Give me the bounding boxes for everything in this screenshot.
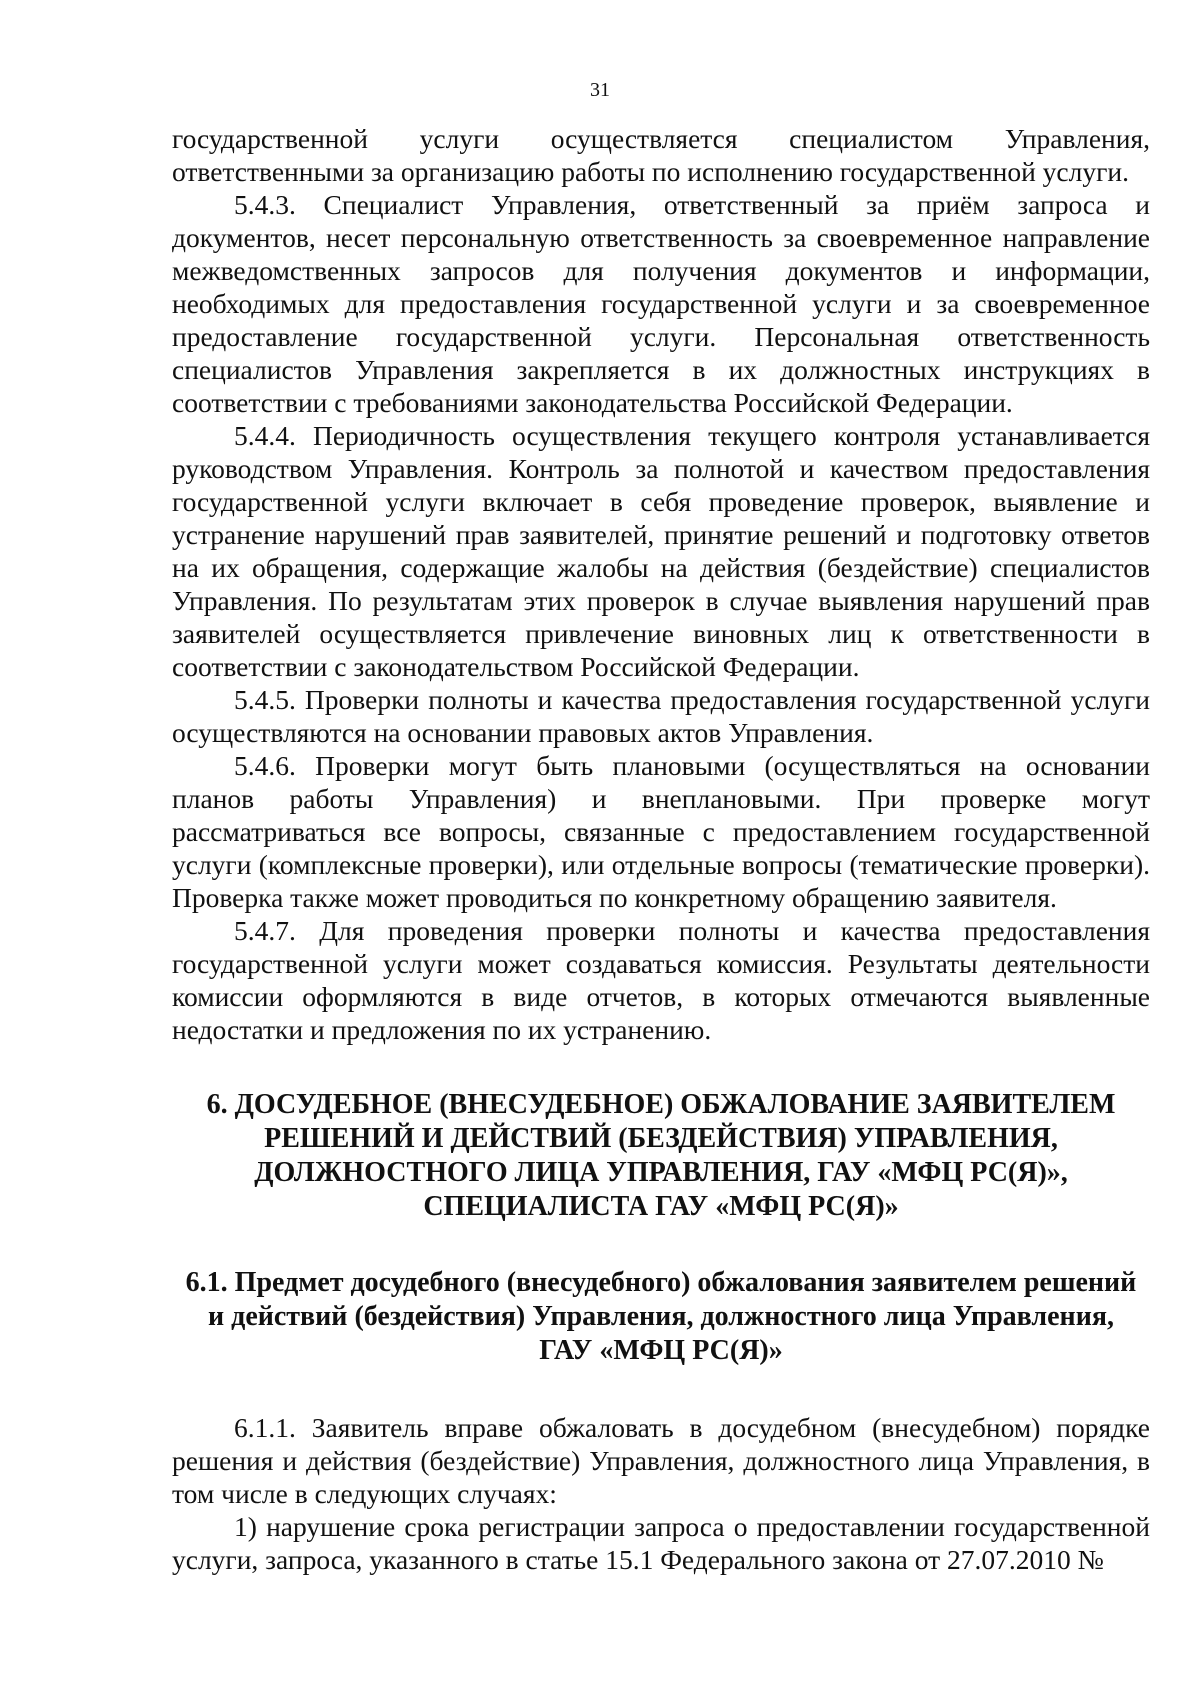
document-body <box>172 122 1150 1576</box>
page-number: 31 <box>590 79 610 101</box>
paragraph-5-4-3: 5.4.3. Специалист Управления, ответственный за приём запроса и документов, несет персональную ответственность за своевременное направление межведомственных запросов для получения документов и информации, необходимых для предоставления государственной услуги и за своевременное предоставление государственной услуги. Персональная ответственность специалистов Управления закрепляется в их должностных инструкциях в соответствии с требованиями законодательства Российской Федерации. <box>172 189 1150 418</box>
subsection-heading-line: 6.1. Предмет досудебного (внесудебного) обжалования заявителем решений <box>185 1267 1137 1298</box>
paragraph-5-4-4: 5.4.4. Периодичность осуществления текущего контроля устанавливается руководством Управления. Контроль за полнотой и качеством предоставления государственной услуги включает в себя проведение проверок, выявление и устранение нарушений прав заявителей, принятие решений и подготовку ответов на их обращения, содержащие жалобы на действия (бездействие) специалистов Управления. По результатам этих проверок в случае выявления нарушений прав заявителей осуществляется привлечение виновных лиц к ответственности в соответствии с законодательством Российской Федерации. <box>172 420 1150 682</box>
paragraph-5-4-5: 5.4.5. Проверки полноты и качества предоставления государственной услуги осуществляются на основании правовых актов Управления. <box>172 684 1150 748</box>
paragraph-5-4-6: 5.4.6. Проверки могут быть плановыми (осуществляться на основании планов работы Управления) и внеплановыми. При проверке могут рассматриваться все вопросы, связанные с предоставлением государственной услуги (комплексные проверки), или отдельные вопросы (тематические проверки). Проверка также может проводиться по конкретному обращению заявителя. <box>172 750 1150 913</box>
section-heading-6 <box>172 1088 1150 1224</box>
paragraph-continuation: государственной услуги осуществляется специалистом Управления, ответственными за организацию работы по исполнению государственной услуги. <box>172 123 1150 187</box>
list-item-1: 1) нарушение срока регистрации запроса о предоставлении государственной услуги, запроса, указанного в статье 15.1 Федерального закона от 27.07.2010 № <box>172 1511 1150 1575</box>
subsection-heading-line: ГАУ «МФЦ РС(Я)» <box>539 1335 783 1366</box>
section-heading-line: СПЕЦИАЛИСТА ГАУ «МФЦ РС(Я)» <box>423 1191 899 1222</box>
section-heading-line: 6. ДОСУДЕБНОЕ (ВНЕСУДЕБНОЕ) ОБЖАЛОВАНИЕ ЗАЯВИТЕЛЕМ <box>206 1089 1116 1120</box>
subsection-heading-line: и действий (бездействия) Управления, должностного лица Управления, <box>208 1301 1114 1332</box>
section-heading-line: РЕШЕНИЙ И ДЕЙСТВИЙ (БЕЗДЕЙСТВИЯ) УПРАВЛЕНИЯ, <box>264 1123 1058 1154</box>
paragraph-6-1-1: 6.1.1. Заявитель вправе обжаловать в досудебном (внесудебном) порядке решения и действия (бездействие) Управления, должностного лица Управления, в том числе в следующих случаях: <box>172 1412 1150 1509</box>
paragraph-5-4-7: 5.4.7. Для проведения проверки полноты и качества предоставления государственной услуги может создаваться комиссия. Результаты деятельности комиссии оформляются в виде отчетов, в которых отмечаются выявленные недостатки и предложения по их устранению. <box>172 915 1150 1045</box>
subsection-heading-6-1 <box>172 1266 1150 1368</box>
section-heading-line: ДОЛЖНОСТНОГО ЛИЦА УПРАВЛЕНИЯ, ГАУ «МФЦ РС(Я)», <box>254 1157 1068 1188</box>
